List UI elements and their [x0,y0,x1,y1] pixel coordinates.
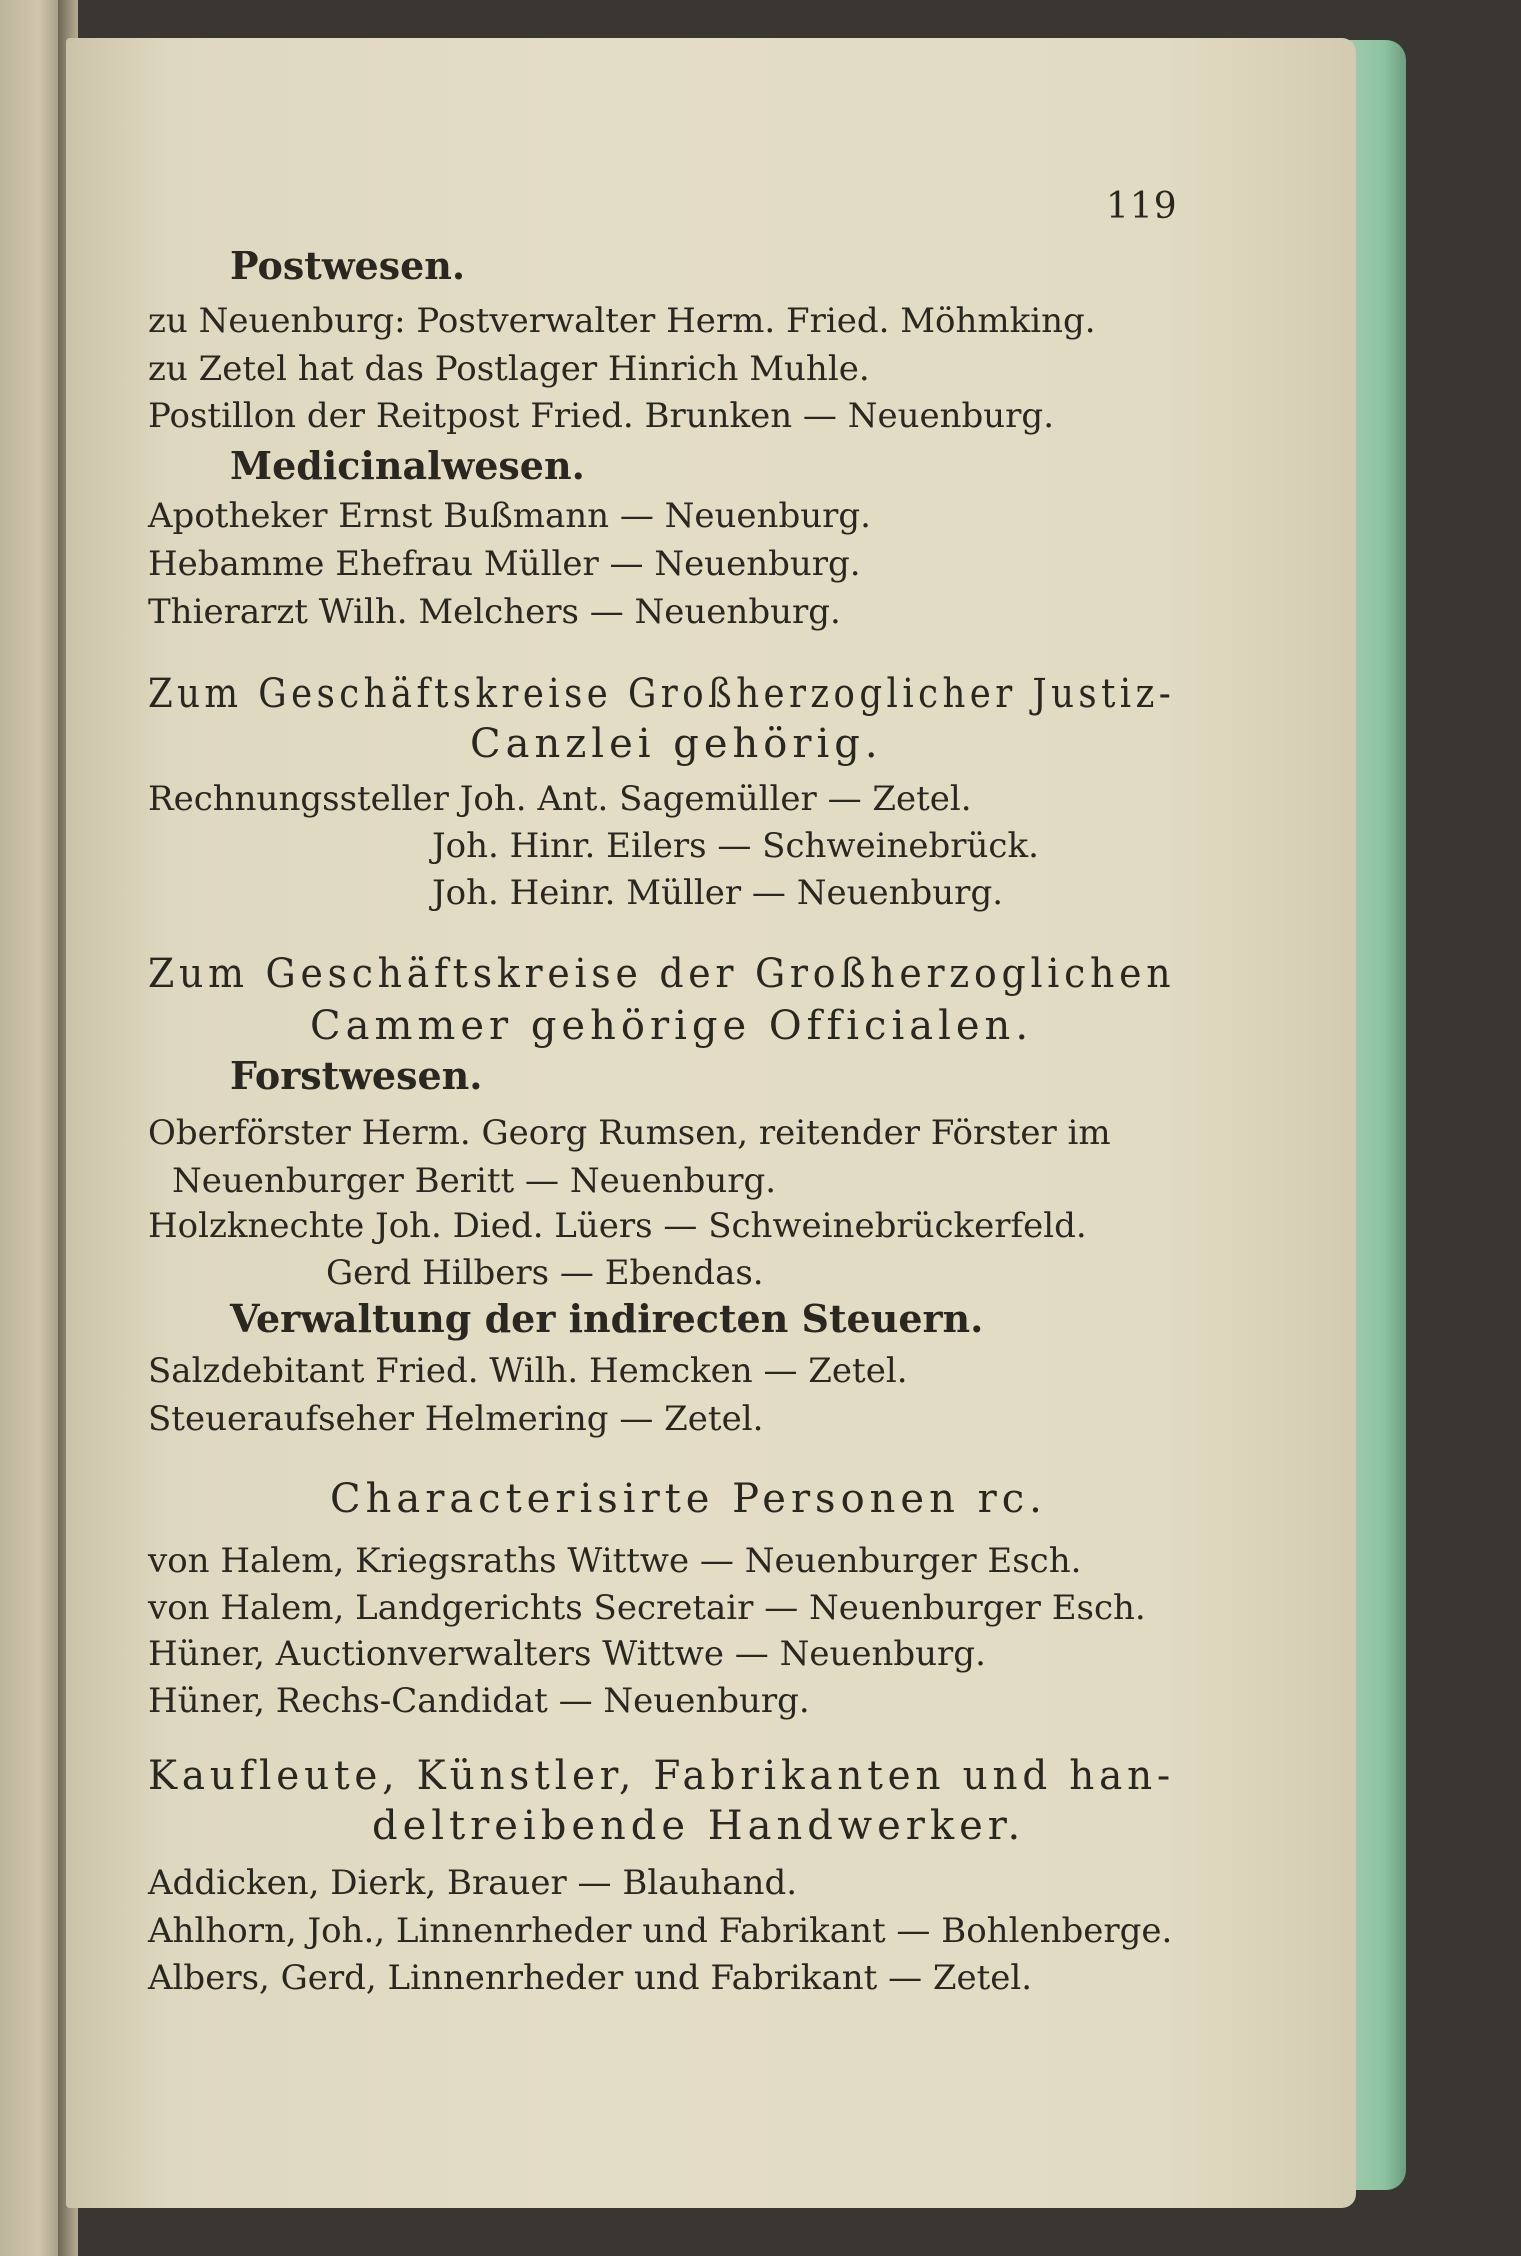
heading-cammer-2: Cammer gehörige Officialen. [310,1003,1034,1049]
left-page-edge [0,0,64,2256]
page-number: 119 [1106,186,1178,227]
text-line: Oberförster Herm. Georg Rumsen, reitender Förster im [148,1113,1111,1153]
text-line: zu Neuenburg: Postverwalter Herm. Fried. Möhmking. [148,301,1096,341]
heading-justiz-1: Zum Geschäftskreise Großherzoglicher Justiz- [148,671,1176,717]
text-line: Ahlhorn, Joh., Linnenrheder und Fabrikant — Bohlenberge. [148,1911,1173,1951]
text-line: Hebamme Ehefrau Müller — Neuenburg. [148,544,861,584]
heading-kaufleute-2: deltreibende Handwerker. [372,1803,1026,1849]
text-line: Neuenburger Beritt — Neuenburg. [172,1161,777,1201]
text-line: Postillon der Reitpost Fried. Brunken — Neuenburg. [148,396,1054,436]
text-line: Joh. Heinr. Müller — Neuenburg. [432,873,1004,913]
text-line: Thierarzt Wilh. Melchers — Neuenburg. [148,592,841,632]
text-line: Hüner, Rechs-Candidat — Neuenburg. [148,1681,810,1721]
text-line: Hüner, Auctionverwalters Wittwe — Neuenburg. [148,1634,986,1674]
heading-justiz-2: Canzlei gehörig. [470,721,883,767]
text-line: Gerd Hilbers — Ebendas. [326,1253,764,1293]
text-line: Addicken, Dierk, Brauer — Blauhand. [148,1863,798,1903]
text-line: von Halem, Landgerichts Secretair — Neuenburger Esch. [148,1588,1146,1628]
heading-postwesen: Postwesen. [230,243,466,288]
heading-personen: Characterisirte Personen rc. [330,1476,1047,1522]
heading-kaufleute-1: Kaufleute, Künstler, Fabrikanten und han- [148,1753,1175,1799]
text-line: Albers, Gerd, Linnenrheder und Fabrikant — Zetel. [148,1958,1033,1998]
text-line: Joh. Hinr. Eilers — Schweinebrück. [432,826,1039,866]
heading-cammer-1: Zum Geschäftskreise der Großherzoglichen [148,951,1176,997]
text-line: Steueraufseher Helmering — Zetel. [148,1399,764,1439]
heading-medicinalwesen: Medicinalwesen. [230,443,585,488]
text-line: Apotheker Ernst Bußmann — Neuenburg. [148,496,871,536]
text-line: Salzdebitant Fried. Wilh. Hemcken — Zetel. [148,1351,908,1391]
heading-forstwesen: Forstwesen. [230,1053,483,1098]
text-line: zu Zetel hat das Postlager Hinrich Muhle. [148,349,870,389]
text-line: Holzknechte Joh. Died. Lüers — Schweinebrückerfeld. [148,1206,1087,1246]
text-line: von Halem, Kriegsraths Wittwe — Neuenburger Esch. [148,1541,1082,1581]
heading-steuern: Verwaltung der indirecten Steuern. [230,1296,984,1341]
text-line: Rechnungssteller Joh. Ant. Sagemüller — Zetel. [148,779,972,819]
